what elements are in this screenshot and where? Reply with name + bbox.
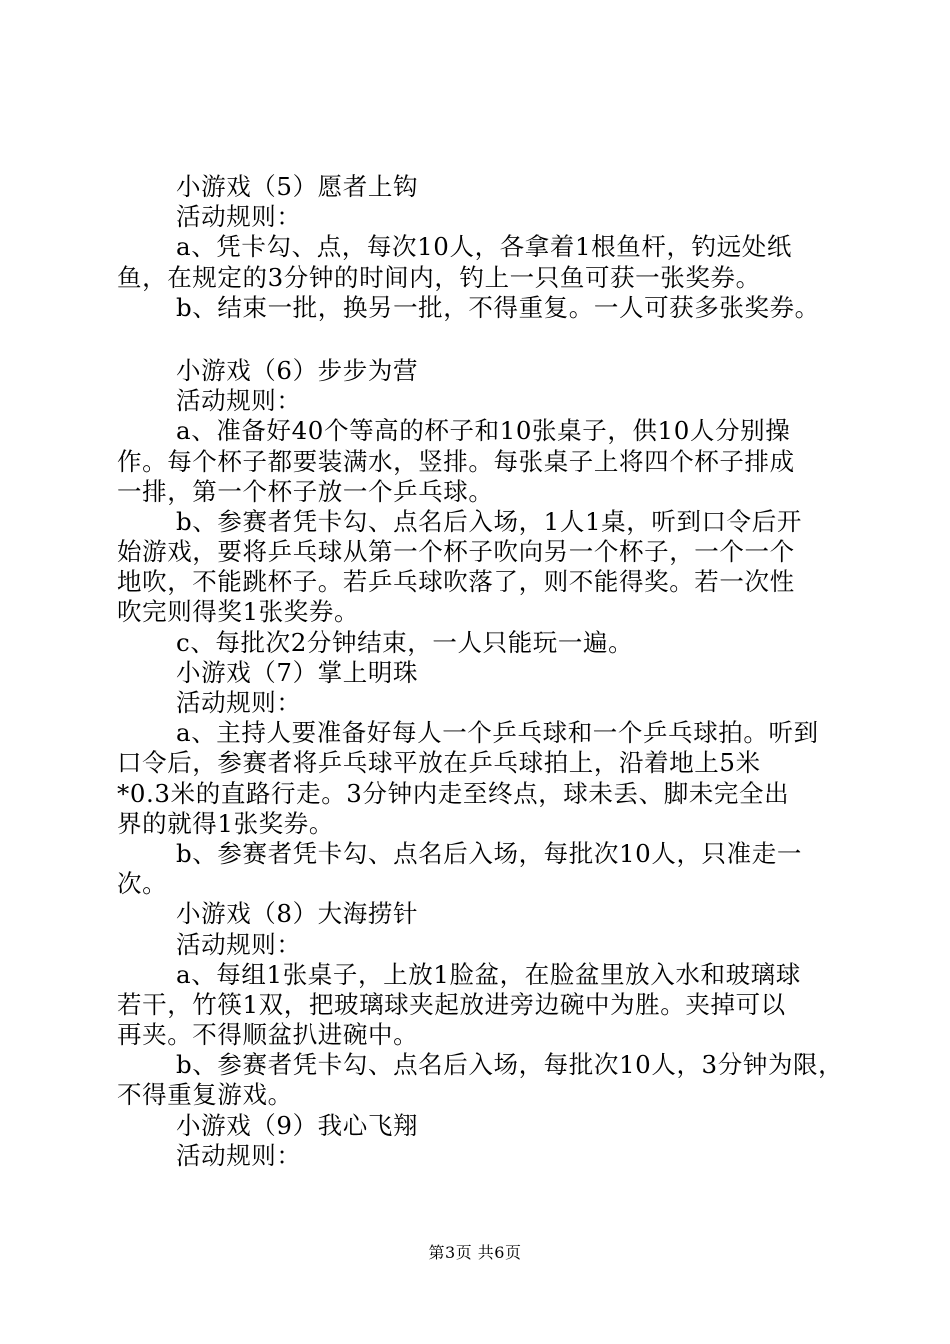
paragraph-line: 再夹。不得顺盆扒进碗中。 — [117, 1020, 419, 1050]
paragraph-line: a、准备好40个等高的杯子和10张桌子，供10人分别操 — [176, 416, 791, 446]
paragraph-line: 鱼，在规定的3分钟的时间内，钓上一只鱼可获一张奖券。 — [117, 262, 761, 292]
paragraph-line: 始游戏，要将乒乓球从第一个杯子吹向另一个杯子，一个一个 — [117, 537, 795, 567]
paragraph-line: b、结束一批，换另一批，不得重复。一人可获多张奖券。 — [176, 292, 820, 322]
rules-label: 活动规则： — [176, 688, 302, 717]
blank-line — [117, 323, 837, 356]
game-section — [117, 356, 837, 658]
paragraph-line: 一排，第一个杯子放一个乒乓球。 — [117, 476, 494, 506]
paragraph-line: c、每批次2分钟结束，一人只能玩一遍。 — [176, 627, 634, 657]
section-title: 小游戏（6）步步为营 — [176, 355, 419, 385]
paragraph-line: 作。每个杯子都要装满水，竖排。每张桌子上将四个杯子排成 — [117, 446, 795, 476]
game-section — [117, 899, 844, 1110]
game-section — [117, 658, 837, 900]
paragraph-line: *0.3米的直路行走。3分钟内走至终点，球未丢、脚未完全出 — [117, 778, 790, 808]
rules-label: 活动规则： — [176, 1140, 302, 1170]
paragraph-line: a、主持人要准备好每人一个乒乓球和一个乒乓球拍。听到 — [176, 718, 819, 748]
rules-label: 活动规则： — [176, 386, 302, 416]
paragraph-line: b、参赛者凭卡勾、点名后入场，1人1桌，听到口令后开 — [176, 506, 802, 536]
game-section — [117, 1111, 837, 1171]
paragraph-line: 界的就得1张奖券。 — [117, 808, 334, 838]
section-title: 小游戏（9）我心飞翔 — [176, 1110, 419, 1140]
game-section — [117, 172, 837, 323]
document-body — [117, 172, 844, 1171]
paragraph-line: b、参赛者凭卡勾、点名后入场，每批次10人，3分钟为限， — [176, 1050, 844, 1080]
paragraph-line: 次。 — [117, 869, 168, 899]
paragraph-line: 不得重复游戏。 — [117, 1080, 293, 1110]
page-number-footer: 第3页 共6页 — [428, 1243, 522, 1262]
paragraph-line: 吹完则得奖1张奖券。 — [117, 597, 360, 627]
section-title: 小游戏（8）大海捞针 — [176, 899, 419, 929]
paragraph-line: 地吹，不能跳杯子。若乒乓球吹落了，则不能得奖。若一次性 — [117, 567, 795, 597]
paragraph-line: b、参赛者凭卡勾、点名后入场，每批次10人，只准走一 — [176, 838, 802, 868]
paragraph-line: a、每组1张桌子，上放1脸盆，在脸盆里放入水和玻璃球 — [176, 959, 801, 989]
paragraph-line: 口令后，参赛者将乒乓球平放在乒乓球拍上，沿着地上5米 — [117, 748, 761, 778]
paragraph-line: a、凭卡勾、点，每次10人，各拿着1根鱼杆，钓远处纸 — [176, 232, 792, 262]
section-title: 小游戏（7）掌上明珠 — [176, 657, 419, 687]
paragraph-line: 若干，竹筷1双，把玻璃球夹起放进旁边碗中为胜。夹掉可以 — [117, 989, 786, 1019]
rules-label: 活动规则： — [176, 202, 302, 232]
rules-label: 活动规则： — [176, 929, 302, 959]
section-title: 小游戏（5）愿者上钩 — [176, 172, 419, 201]
